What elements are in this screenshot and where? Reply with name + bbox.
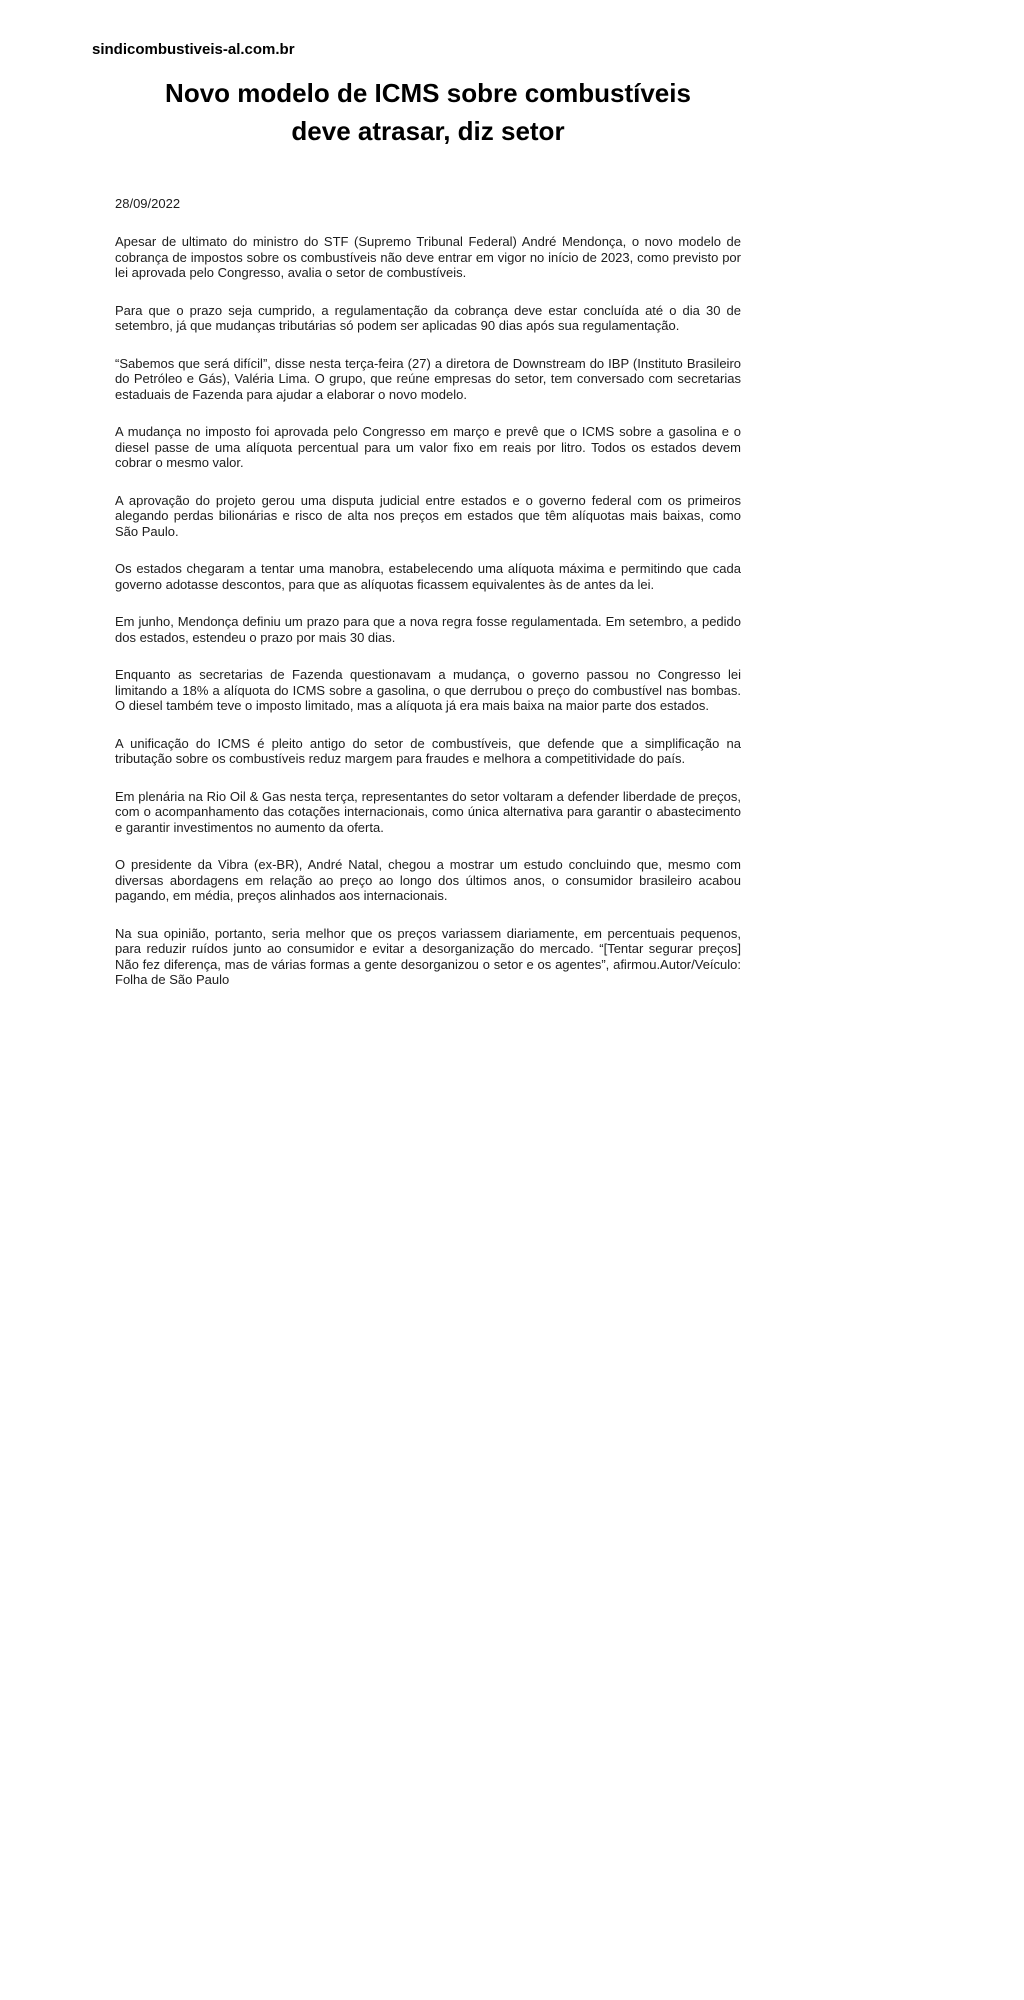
- article-paragraph: Em junho, Mendonça definiu um prazo para que a nova regra fosse regulamentada. Em setembro, a pedido dos estados, estendeu o prazo por mais 30 dias.: [115, 614, 741, 645]
- article-paragraph: “Sabemos que será difícil”, disse nesta terça-feira (27) a diretora de Downstream do IBP (Instituto Brasileiro do Petróleo e Gás), Valéria Lima. O grupo, que reúne empresas do setor, tem conversado com secretarias estaduais de Fazenda para ajudar a elaborar o novo modelo.: [115, 355, 741, 402]
- article-paragraph: Em plenária na Rio Oil & Gas nesta terça, representantes do setor voltaram a defender liberdade de preços, com o acompanhamento das cotações internacionais, como única alternativa para garantir o abastecimento e garantir investimentos no aumento da oferta.: [115, 788, 741, 835]
- site-domain-label: sindicombustiveis-al.com.br: [92, 41, 295, 58]
- article-paragraph: Os estados chegaram a tentar uma manobra, estabelecendo uma alíquota máxima e permitindo que cada governo adotasse descontos, para que as alíquotas ficassem equivalentes às de antes da lei.: [115, 561, 741, 592]
- article-paragraph: Apesar de ultimato do ministro do STF (Supremo Tribunal Federal) André Mendonça, o novo modelo de cobrança de impostos sobre os combustíveis não deve entrar em vigor no início de 2023, como previsto por lei aprovada pelo Congresso, avalia o setor de combustíveis.: [115, 234, 741, 280]
- article-paragraph: Enquanto as secretarias de Fazenda questionavam a mudança, o governo passou no Congresso lei limitando a 18% a alíquota do ICMS sobre a gasolina, o que derrubou o preço do combustível nas bombas. O diesel também teve o imposto limitado, mas a alíquota já era mais baixa na maior parte dos estados.: [115, 667, 741, 713]
- article-paragraph: Para que o prazo seja cumprido, a regulamentação da cobrança deve estar concluída até o dia 30 de setembro, já que mudanças tributárias só podem ser aplicadas 90 dias após sua regulamentação.: [115, 302, 741, 333]
- page-title: Novo modelo de ICMS sobre combustíveis deve atrasar, diz setor: [165, 78, 691, 146]
- article-paragraph: Na sua opinião, portanto, seria melhor que os preços variassem diariamente, em percentuais pequenos, para reduzir ruídos junto ao consumidor e evitar a desorganização do mercado. “[Tentar segurar preços] Não fez diferença, mas de várias formas a gente desorganizou o setor e os agentes”, afirmou.Autor/Veículo: Folha de São Paulo: [115, 925, 741, 987]
- article-paragraph: O presidente da Vibra (ex-BR), André Natal, chegou a mostrar um estudo concluindo que, mesmo com diversas abordagens em relação ao preço ao longo dos últimos anos, o consumidor brasileiro acabou pagando, em média, preços alinhados aos internacionais.: [115, 857, 741, 903]
- article-body: [115, 234, 741, 988]
- article-paragraph: A mudança no imposto foi aprovada pelo Congresso em março e prevê que o ICMS sobre a gasolina e o diesel passe de uma alíquota percentual para um valor fixo em reais por litro. Todos os estados devem cobrar o mesmo valor.: [115, 424, 741, 470]
- article-date: 28/09/2022: [115, 196, 181, 211]
- article-container: [115, 74, 741, 1010]
- article-paragraph: A aprovação do projeto gerou uma disputa judicial entre estados e o governo federal com os primeiros alegando perdas bilionárias e risco de alta nos preços em estados que têm alíquotas mais baixas, como São Paulo.: [115, 492, 741, 539]
- article-paragraph: A unificação do ICMS é pleito antigo do setor de combustíveis, que defende que a simplificação na tributação sobre os combustíveis reduz margem para fraudes e melhora a competitividade do país.: [115, 735, 741, 766]
